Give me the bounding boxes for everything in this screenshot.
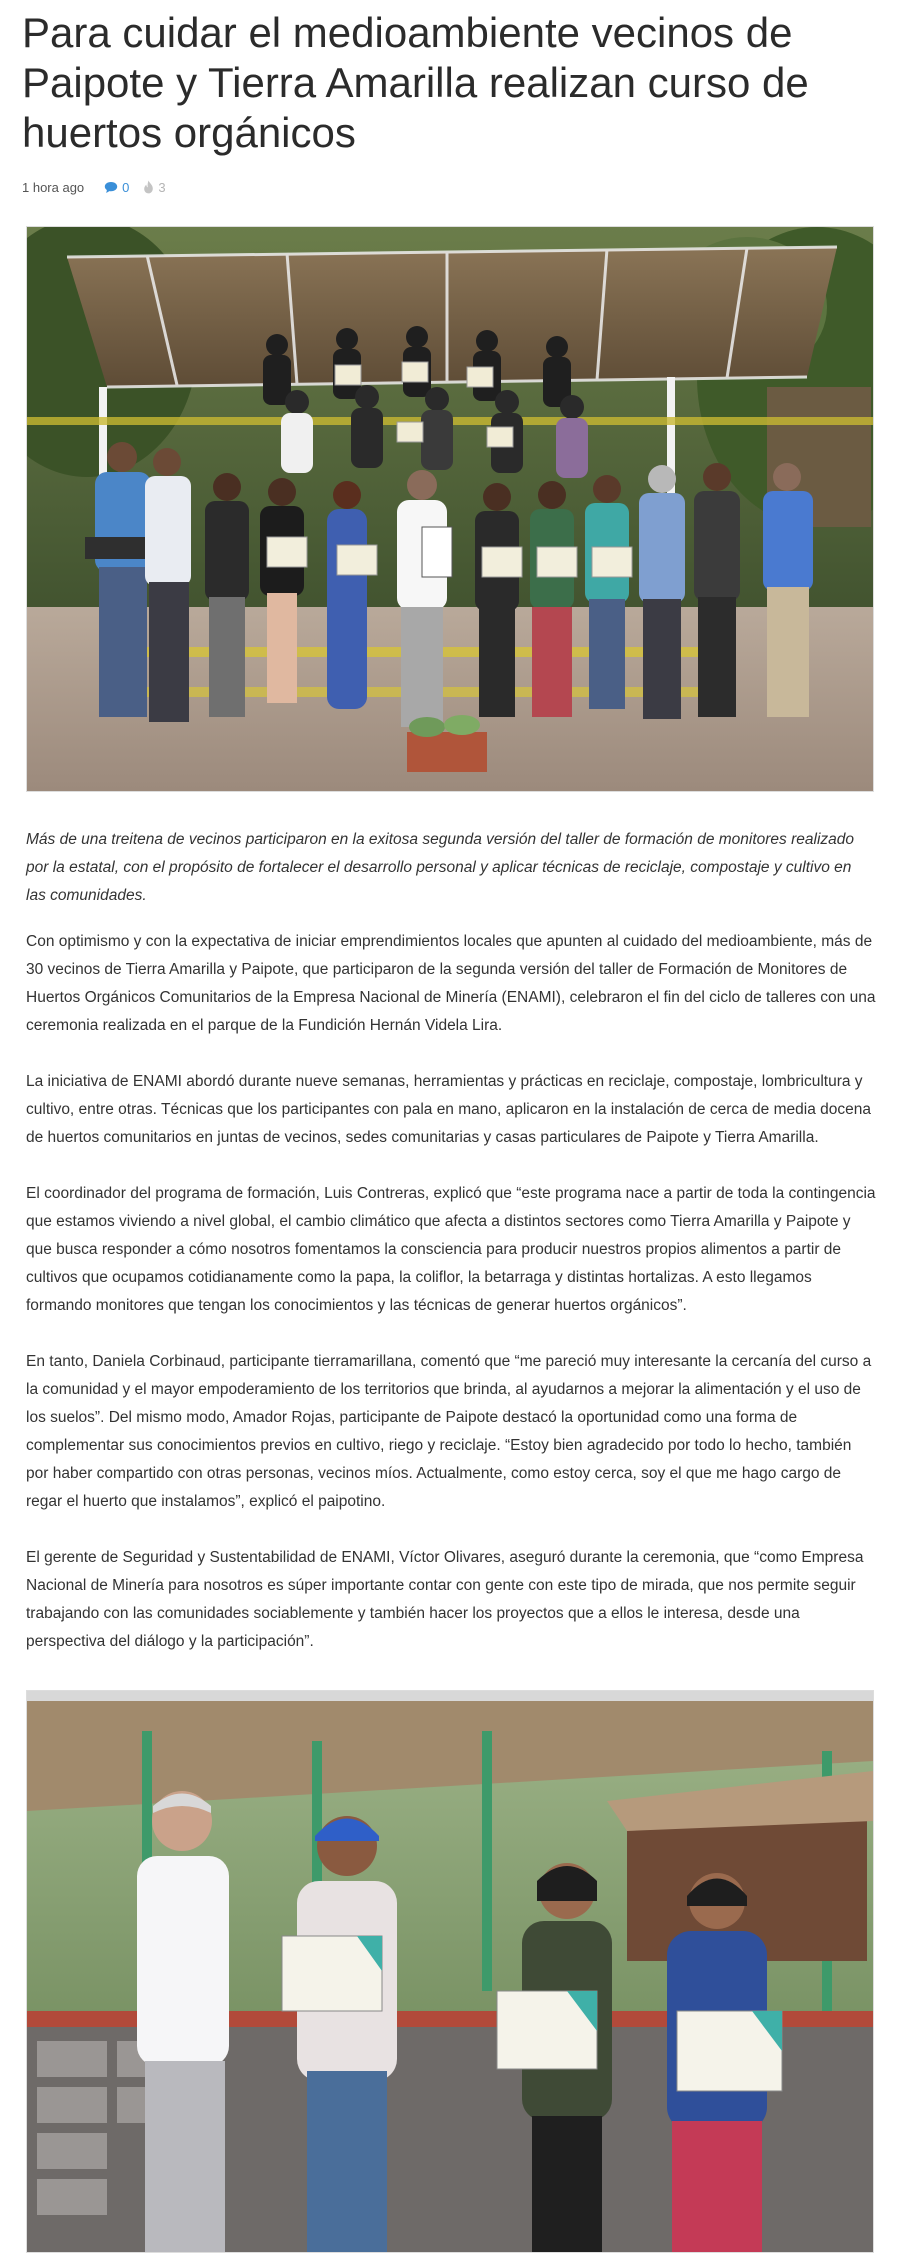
post-time: 1 hora ago (22, 179, 85, 195)
comment-count: 0 (122, 179, 130, 195)
comment-bubble-icon (104, 181, 118, 194)
article-paragraph-3: El coordinador del programa de formación, Luis Contreras, explicó que “este programa nace a partir de toda la contingencia que estamos viviendo a nivel global, el cambio climático que afecta a distintos sectores como Tierra Amarilla y Paipote y que busca responder a cómo nosotros fomentamos la consciencia para producir nuestros propios alimentos a partir de cultivos que ocupamos cotidianamente como la papa, la coliflor, la betarraga y distintas hortalizas. A esto llegamos formando monitores que tengan los conocimientos y las técnicas de generar huertos orgánicos”. (26, 1185, 876, 1314)
comments-link[interactable] (104, 180, 129, 195)
view-count: 3 (158, 179, 166, 195)
group-photo (26, 226, 874, 792)
article-paragraph-2: La iniciativa de ENAMI abordó durante nueve semanas, herramientas y prácticas en reciclaje, compostaje, lombricultura y cultivo, entre otras. Técnicas que los participantes con pala en mano, aplicaron en la instalación de cerca de media docena de huertos comunitarios en juntas de vecinos, sedes comunitarias y casas particulares de Paipote y Tierra Amarilla. (26, 1073, 871, 1146)
article-paragraph-4: En tanto, Daniela Corbinaud, participante tierramarillana, comentó que “me pareció muy interesante la cercanía del curso a la comunidad y el mayor empoderamiento de los territorios que brinda, al ayudarnos a mejorar la alimentación y el uso de los suelos”. Del mismo modo, Amador Rojas, participante de Paipote destacó la oportunidad como una forma de complementar sus conocimientos previos en cultivo, riego y reciclaje. “Estoy bien agradecido por todo lo hecho, también por haber compartido con otras personas, vecinos míos. Actualmente, como estoy cerca, soy el que me hago cargo de regar el huerto que instalamos”, explicó el paipotino. (26, 1353, 872, 1510)
article-paragraph-1: Con optimismo y con la expectativa de iniciar emprendimientos locales que apunten al cuidado del medioambiente, más de 30 vecinos de Tierra Amarilla y Paipote, que participaron de la segunda versión del taller de Formación de Monitores de Huertos Orgánicos Comunitarios de la Empresa Nacional de Minería (ENAMI), celebraron el fin del ciclo de talleres con una ceremonia realizada en el parque de la Fundición Hernán Videla Lira. (26, 933, 876, 1034)
article-paragraph-5: El gerente de Seguridad y Sustentabilidad de ENAMI, Víctor Olivares, aseguró durante la ceremonia, que “como Empresa Nacional de Minería para nosotros es súper importante contar con gente con este tipo de mirada, que nos permite seguir trabajando con las comunidades sociablemente y también hacer los proyectos que a ellos le interesa, desde una perspectiva del diálogo y la participación”. (26, 1549, 864, 1650)
certificates-photo (26, 1690, 874, 2253)
article-title: Para cuidar el medioambiente vecinos de Paipote y Tierra Amarilla realizan curso de huertos orgánicos (22, 9, 809, 156)
article-lead: Más de una treitena de vecinos participaron en la exitosa segunda versión del taller de formación de monitores realizado por la estatal, con el propósito de fortalecer el desarrollo personal y aplicar técnicas de reciclaje, compostaje y cultivo en las comunidades. (26, 831, 855, 904)
views-indicator (143, 180, 165, 195)
article-meta (22, 177, 166, 197)
flame-icon (143, 180, 154, 194)
